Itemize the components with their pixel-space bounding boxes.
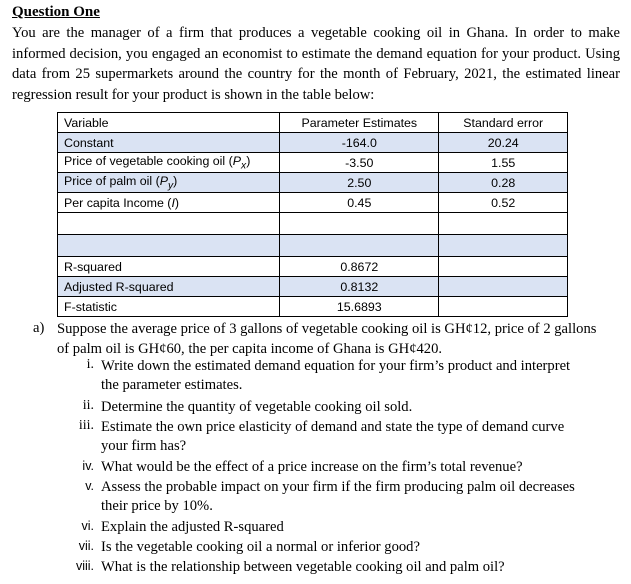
regression-table	[57, 112, 568, 317]
stderr-cell: 0.28	[439, 173, 568, 193]
spacer-cell	[280, 213, 439, 235]
header-variable: Variable	[58, 113, 280, 133]
stat-empty-cell	[439, 257, 568, 277]
spacer-cell	[439, 235, 568, 257]
intro-paragraph: You are the manager of a firm that produces a vegetable cooking oil in Ghana. In order to make informed decision, you engaged an economist to estimate the demand equation for your product. Using data from 25 supermarkets around the country for the month of February, 2021, the estimated linear regression result for your product is shown in the table below:	[12, 25, 620, 103]
item-text: What is the relationship between vegetable cooking oil and palm oil?	[101, 559, 505, 575]
table-row	[58, 153, 568, 173]
stat-label-cell: F-statistic	[58, 297, 280, 317]
spacer-cell	[58, 213, 280, 235]
stat-empty-cell	[439, 297, 568, 317]
variable-cell: Price of vegetable cooking oil $(P_x)$	[58, 153, 280, 173]
table-row	[58, 133, 568, 153]
question-heading: Question One	[12, 4, 100, 20]
variable-cell: Per capita Income (I)	[58, 193, 280, 213]
item-number: i.	[86, 357, 94, 372]
item-text: Is the vegetable cooking oil a normal or inferior good?	[101, 539, 420, 555]
spacer-cell	[58, 235, 280, 257]
stat-empty-cell	[439, 277, 568, 297]
estimate-cell: -3.50	[280, 153, 439, 173]
question-a-text: Suppose the average price of 3 gallons of vegetable cooking oil is GH¢12, price of 2 gallons of palm oil is GH¢60, the per capita income of Ghana is GH¢420.	[57, 321, 597, 357]
table-row	[58, 297, 568, 317]
table-spacer-row	[58, 213, 568, 235]
question-a-label: a)	[33, 320, 45, 336]
table-spacer-row	[58, 235, 568, 257]
header-standard-error: Standard error	[439, 113, 568, 133]
item-text: Write down the estimated demand equation for your firm’s product and interpret the parameter estimates.	[101, 358, 571, 393]
item-number: iii.	[78, 418, 94, 433]
variable-cell: Constant	[58, 133, 280, 153]
header-parameter-estimates: Parameter Estimates	[280, 113, 439, 133]
variable-cell: Price of palm oil $(P_y)$	[58, 173, 280, 193]
estimate-cell: -164.0	[280, 133, 439, 153]
item-number: vi.	[81, 519, 94, 533]
table-row	[58, 277, 568, 297]
item-text: What would be the effect of a price increase on the firm’s total revenue?	[101, 459, 523, 475]
item-text: Assess the probable impact on your firm if the firm producing palm oil decreases their price by 10%.	[101, 479, 575, 514]
stderr-cell: 0.52	[439, 193, 568, 213]
table-row	[58, 257, 568, 277]
table-row	[58, 193, 568, 213]
item-text: Determine the quantity of vegetable cooking oil sold.	[101, 399, 413, 415]
item-text: Explain the adjusted R-squared	[101, 519, 284, 535]
item-number: vii.	[78, 539, 94, 553]
spacer-cell	[439, 213, 568, 235]
item-number: ii.	[82, 398, 94, 413]
estimate-cell: 0.45	[280, 193, 439, 213]
item-number: viii.	[75, 559, 94, 573]
stderr-cell: 1.55	[439, 153, 568, 173]
stat-label-cell: Adjusted R-squared	[58, 277, 280, 297]
stat-label-cell: R-squared	[58, 257, 280, 277]
item-number: v.	[85, 479, 94, 493]
stat-value-cell: 0.8672	[280, 257, 439, 277]
item-text: Estimate the own price elasticity of demand and state the type of demand curve your firm has?	[101, 419, 565, 454]
item-number: iv.	[82, 459, 94, 473]
stat-value-cell: 15.6893	[280, 297, 439, 317]
stat-value-cell: 0.8132	[280, 277, 439, 297]
table-header-row	[58, 113, 568, 133]
estimate-cell: 2.50	[280, 173, 439, 193]
spacer-cell	[280, 235, 439, 257]
table-row	[58, 173, 568, 193]
stderr-cell: 20.24	[439, 133, 568, 153]
